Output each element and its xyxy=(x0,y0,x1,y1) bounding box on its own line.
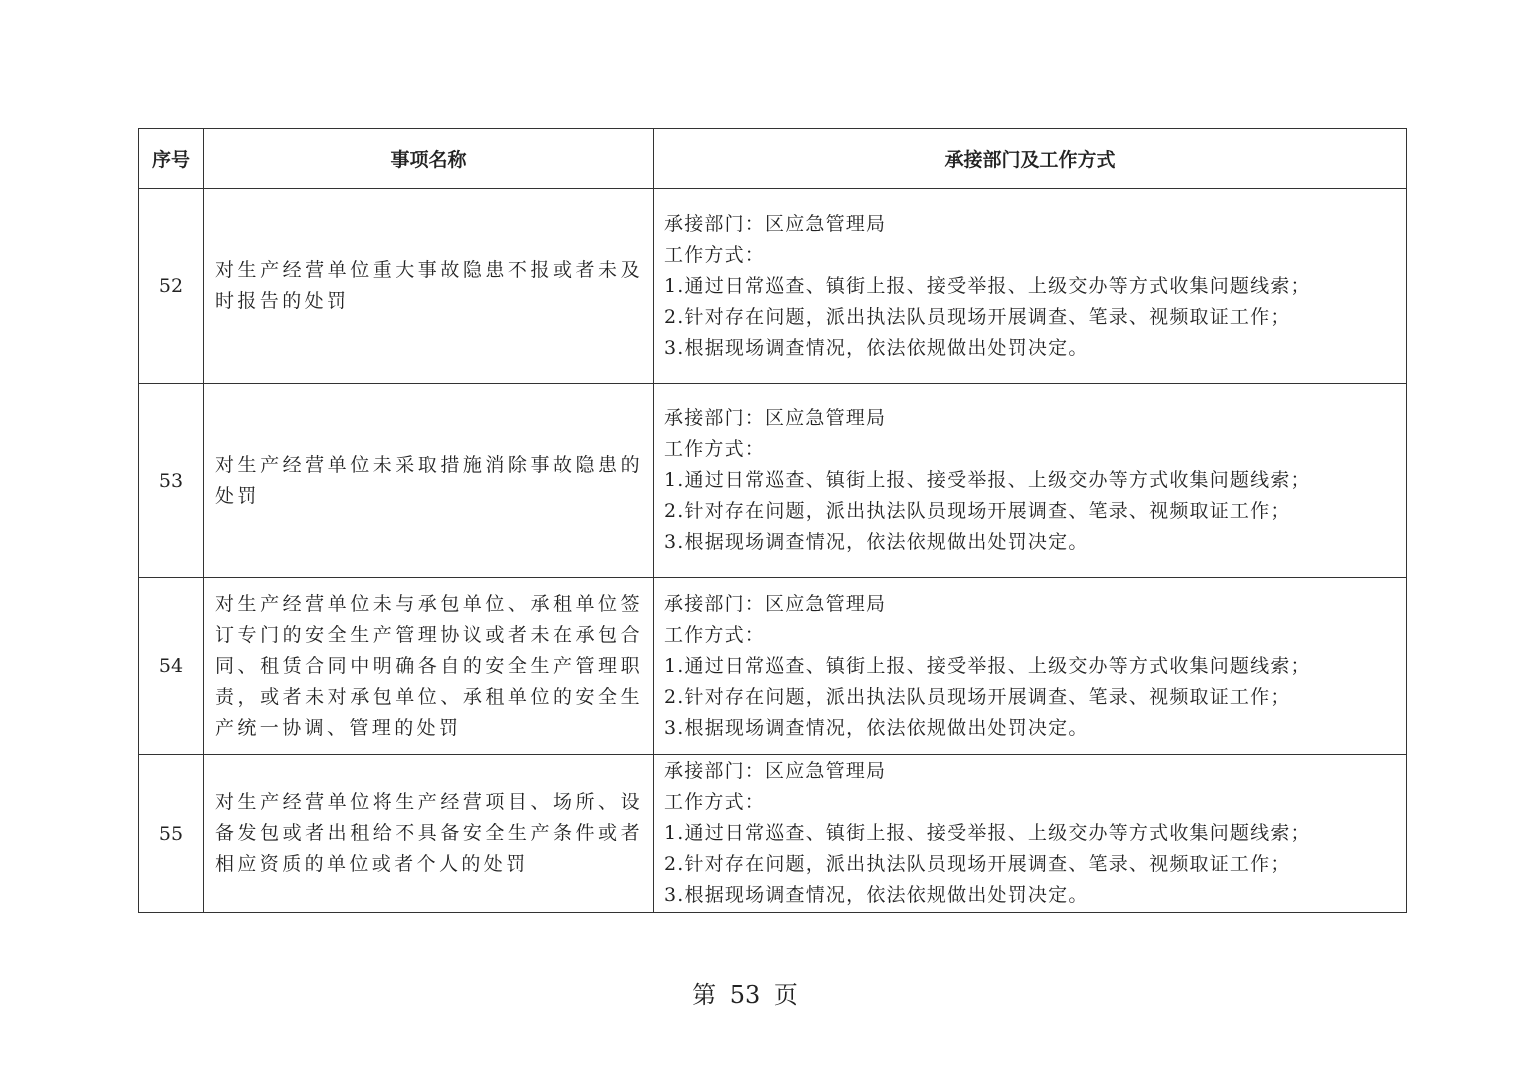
row-item-name: 对生产经营单位未与承包单位、承租单位签订专门的安全生产管理协议或者未在承包合同、租赁合同中明确各自的安全生产管理职责，或者未对承包单位、承租单位的安全生产统一协调、管理的处罚 xyxy=(204,578,654,755)
row-item-name: 对生产经营单位重大事故隐患不报或者未及时报告的处罚 xyxy=(204,189,654,384)
dept-line-method-label: 工作方式： xyxy=(664,791,766,813)
row-serial-number: 54 xyxy=(139,578,204,755)
dept-line-method-label: 工作方式： xyxy=(664,623,766,646)
page-number: 第 53 页 xyxy=(692,981,798,1009)
row-serial-number: 53 xyxy=(139,384,204,578)
dept-line-step-1: 1.通过日常巡查、镇街上报、接受举报、上级交办等方式收集问题线索； xyxy=(664,274,1311,297)
dept-line-method-label: 工作方式： xyxy=(664,438,766,460)
dept-line-step-1: 1.通过日常巡查、镇街上报、接受举报、上级交办等方式收集问题线索； xyxy=(664,469,1311,491)
dept-line-step-3: 3.根据现场调查情况，依法依规做出处罚决定。 xyxy=(664,716,1089,739)
dept-line-method-label: 工作方式： xyxy=(664,243,766,266)
dept-line-step-3: 3.根据现场调查情况，依法依规做出处罚决定。 xyxy=(664,884,1089,906)
dept-line-step-2: 2.针对存在问题，派出执法队员现场开展调查、笔录、视频取证工作； xyxy=(664,500,1291,522)
dept-line-step-2: 2.针对存在问题，派出执法队员现场开展调查、笔录、视频取证工作； xyxy=(664,685,1291,708)
row-item-name: 对生产经营单位将生产经营项目、场所、设备发包或者出租给不具备安全生产条件或者相应资质的单位或者个人的处罚 xyxy=(204,755,654,913)
table-header-row xyxy=(139,129,1407,189)
row-item-name: 对生产经营单位未采取措施消除事故隐患的处罚 xyxy=(204,384,654,578)
dept-line-step-1: 1.通过日常巡查、镇街上报、接受举报、上级交办等方式收集问题线索； xyxy=(664,822,1311,844)
dept-line-department: 承接部门：区应急管理局 xyxy=(664,592,887,615)
items-table xyxy=(138,128,1407,913)
dept-line-step-2: 2.针对存在问题，派出执法队员现场开展调查、笔录、视频取证工作； xyxy=(664,853,1291,875)
header-dept-and-method: 承接部门及工作方式 xyxy=(654,129,1407,189)
header-item-name: 事项名称 xyxy=(204,129,654,189)
row-dept-and-method xyxy=(654,578,1407,755)
dept-line-step-1: 1.通过日常巡查、镇街上报、接受举报、上级交办等方式收集问题线索； xyxy=(664,654,1311,677)
table-row xyxy=(139,755,1407,913)
dept-line-department: 承接部门：区应急管理局 xyxy=(664,212,887,235)
table-row xyxy=(139,384,1407,578)
dept-line-step-3: 3.根据现场调查情况，依法依规做出处罚决定。 xyxy=(664,336,1089,359)
row-dept-and-method xyxy=(654,189,1407,384)
row-serial-number: 52 xyxy=(139,189,204,384)
row-dept-and-method xyxy=(654,755,1407,913)
dept-line-step-2: 2.针对存在问题，派出执法队员现场开展调查、笔录、视频取证工作； xyxy=(664,305,1291,328)
header-serial-number: 序号 xyxy=(139,129,204,189)
row-serial-number: 55 xyxy=(139,755,204,913)
dept-line-department: 承接部门：区应急管理局 xyxy=(664,760,887,782)
dept-line-department: 承接部门：区应急管理局 xyxy=(664,407,887,429)
table-row xyxy=(139,189,1407,384)
row-dept-and-method xyxy=(654,384,1407,578)
dept-line-step-3: 3.根据现场调查情况，依法依规做出处罚决定。 xyxy=(664,531,1089,553)
table-row xyxy=(139,578,1407,755)
